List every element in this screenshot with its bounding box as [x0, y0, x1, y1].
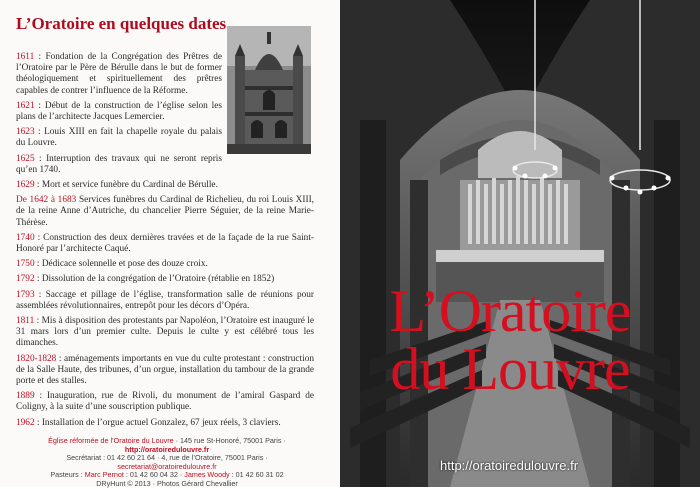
pastor-phone: : 01 42 60 04 32 · [123, 470, 185, 480]
timeline-entry: 1625 : Interruption des travaux qui ne seront repris qu’en 1740. [16, 153, 222, 175]
left-page [0, 0, 340, 487]
entry-year: 1629 [16, 180, 35, 191]
timeline-entry: 1740 : Construction des deux dernières travées et de la façade de la rue Saint-Honoré par l’architecte Caqué. [16, 232, 314, 255]
pastor-phone: : 01 42 60 31 02 [229, 470, 284, 480]
entry-text: Saccage et pillage de l’église, transformation salle de réunions pour assemblées révolutionnaires, entrepôt pour les décors d’Opéra. [16, 289, 314, 311]
entry-text: Installation de l’orgue actuel Gonzalez, 67 jeux réels, 3 claviers. [41, 417, 281, 428]
contact-footer [16, 437, 318, 489]
timeline-entry: 1750 : Dédicace solennelle et pose des douze croix. [16, 259, 208, 270]
timeline-entry: 1623 : Louis XIII en fait la chapelle royale du palais du Louvre. [16, 127, 223, 149]
timeline-entry: 1793 : Saccage et pillage de l’église, transformation salle de réunions pour assemblées révolutionnaires, entrepôt pour les décors d’Opéra. [16, 289, 314, 311]
pastors-label: Pasteurs : [50, 470, 85, 480]
page-title: L’Oratoire en quelques dates [16, 14, 227, 33]
entry-text: Mis à disposition des protestants par Napoléon, l’Oratoire est inauguré le 31 mars lors d’un premier culte. Depuis le culte y est célébré tous les dimanches. [16, 316, 314, 349]
secretariat-info: Secrétariat : 01 42 60 21 64 · 4, rue de l’Oratoire, 75001 Paris · [66, 453, 268, 463]
entry-text: Début de la construction de l’église selon les plans de l’architecte Jacques Lemercier. [16, 100, 222, 123]
entry-text: Fondation de la Congrégation des Prêtres de l’Oratoire par le Père de Bérulle dans le but de former théologiquement et spirituellement des prêtres capables de contrer l’influence de la Réforme. [16, 52, 222, 96]
website-link[interactable]: http://oratoiredulouvre.fr [124, 444, 210, 454]
entry-text: Interruption des travaux qui ne seront repris qu’en 1740. [16, 153, 222, 175]
timeline [16, 52, 314, 433]
entry-text: Dédicace solennelle et pose des douze croix. [41, 259, 208, 270]
church-interior-photo [340, 0, 700, 487]
entry-year: 1793 [16, 289, 35, 300]
timeline-entry: 1621 : Début de la construction de l’église selon les plans de l’architecte Jacques Lemercier. [16, 100, 222, 123]
timeline-entry: 1611 : Fondation de la Congrégation des Prêtres de l’Oratoire par le Père de Bérulle dans le but de former théologiquement et spirituellement des prêtres capables de contrer l’influence de la Réforme. [16, 52, 222, 96]
entry-text: aménagements importants en vue du culte protestant : construction de la Salle Haute, des tribunes, d’un orgue, installation du tambour de la grande porte et des stalles. [16, 353, 314, 387]
footer-credits: DRyHunt © 2013 · Photos Gérard Chevallier [96, 478, 238, 488]
secretariat-email[interactable]: secretariat@oratoiredulouvre.fr [117, 461, 217, 471]
church-name: Église réformée de l’Oratoire du Louvre [48, 436, 174, 445]
entry-year: 1811 [16, 316, 35, 327]
entry-text: Dissolution de la congrégation de l’Oratoire (rétablie en 1852) [41, 274, 275, 285]
entry-year: 1611 [16, 52, 35, 62]
entry-year: De 1642 à 1683 [16, 195, 77, 206]
church-address: · 145 rue St-Honoré, 75001 Paris · [173, 436, 286, 445]
entry-year: 1750 [16, 259, 35, 270]
entry-text: Mort et service funèbre du Cardinal de Bérulle. [41, 180, 218, 191]
entry-text: Inauguration, rue de Rivoli, du monument de l’amiral Gaspard de Coligny, à la suite d’une souscription publique. [16, 391, 314, 413]
entry-year: 1740 [16, 232, 35, 243]
cover-page [340, 0, 700, 487]
cover-title [350, 278, 670, 402]
entry-text: Services funèbres du Cardinal de Richelieu, du roi Louis XIII, de la reine Anne d’Autriche, du chancelier Pierre Séguier, de la reine Marie-Thérèse. [16, 195, 315, 228]
timeline-entry: 1811 : Mis à disposition des protestants par Napoléon, l’Oratoire est inauguré le 31 mars lors d’un premier culte. Depuis le culte y est célébré tous les dimanches. [16, 316, 314, 349]
timeline-entry: 1629 : Mort et service funèbre du Cardinal de Bérulle. [16, 180, 218, 191]
entry-year: 1962 [16, 417, 35, 428]
entry-year: 1621 [16, 100, 35, 111]
footer-line-church [16, 437, 318, 454]
entry-year: 1625 [16, 153, 35, 164]
entry-year: 1623 [16, 127, 35, 138]
entry-year: 1820-1828 [16, 353, 57, 364]
entry-text: Construction des deux dernières travées et de la façade de la rue Saint-Honoré par l’architecte Caqué. [16, 232, 314, 255]
timeline-entry: 1792 : Dissolution de la congrégation de l’Oratoire (rétablie en 1852) [16, 274, 275, 285]
timeline-entry: 1889 : Inauguration, rue de Rivoli, du monument de l’amiral Gaspard de Coligny, à la suite d’une souscription publique. [16, 391, 314, 413]
cover-title-line2: du Louvre [390, 336, 630, 402]
footer-line-secretariat [16, 454, 318, 471]
cover-title-line1: L’Oratoire [389, 278, 631, 344]
timeline-entry: 1820-1828 : aménagements importants en vue du culte protestant : construction de la Salle Haute, des tribunes, d’un orgue, installation du tambour de la grande porte et des stalles. [16, 353, 314, 387]
cover-url[interactable]: http://oratoiredulouvre.fr [440, 458, 579, 473]
entry-year: 1889 [16, 391, 35, 402]
pastor-name: James Woody [184, 470, 230, 480]
entry-year: 1792 [16, 274, 35, 285]
entry-text: Louis XIII en fait la chapelle royale du palais du Louvre. [16, 127, 223, 149]
timeline-entry [16, 195, 314, 229]
timeline-entry: 1962 : Installation de l’orgue actuel Gonzalez, 67 jeux réels, 3 claviers. [16, 417, 281, 428]
pastor-name: Marc Pernot [84, 470, 124, 480]
